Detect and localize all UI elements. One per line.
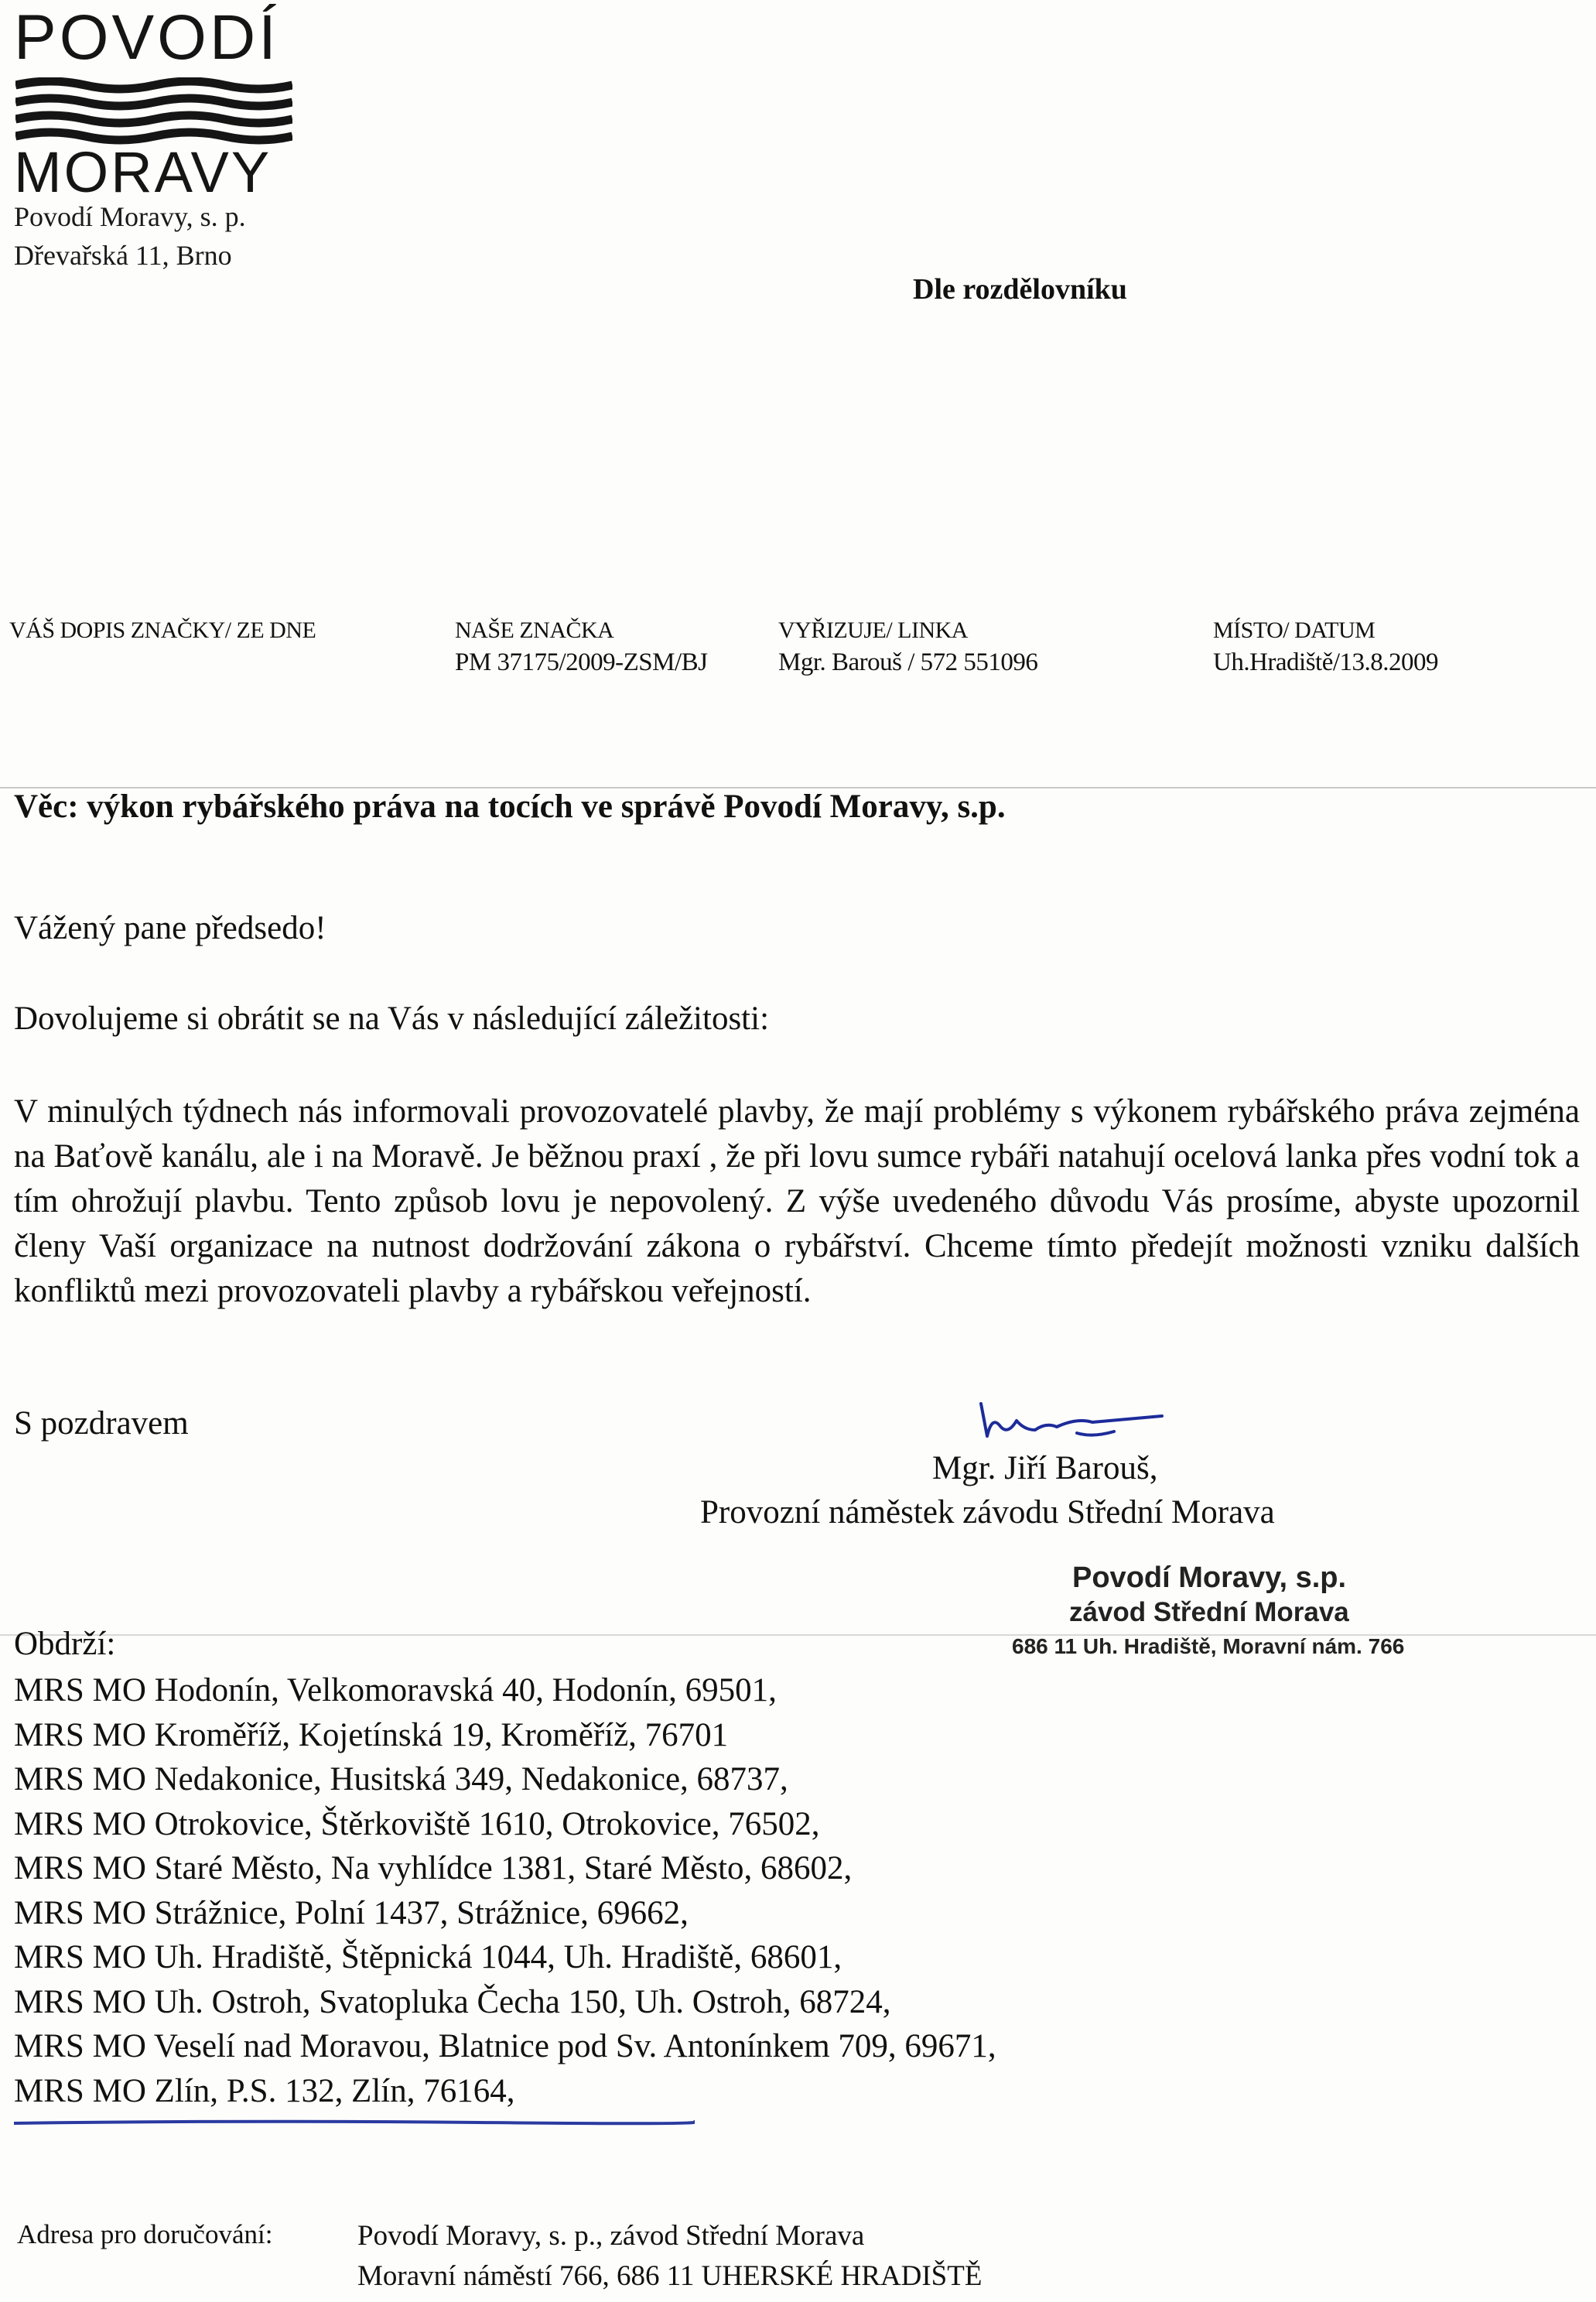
list-item: MRS MO Uh. Ostroh, Svatopluka Čecha 150, Uh. Ostroh, 68724, (14, 1983, 891, 2020)
list-item: MRS MO Uh. Hradiště, Štěpnická 1044, Uh. Hradiště, 68601, (14, 1939, 842, 1975)
signatory-name: Mgr. Jiří Barouš, (932, 1450, 1158, 1486)
stamp-line-3: 686 11 Uh. Hradiště, Moravní nám. 766 (1012, 1634, 1405, 1658)
addressee: Dle rozdělovníku (913, 273, 1127, 306)
list-item: MRS MO Staré Město, Na vyhlídce 1381, Staré Město, 68602, (14, 1850, 853, 1886)
list-item: MRS MO Veselí nad Moravou, Blatnice pod Sv. Antonínkem 709, 69671, (14, 2028, 996, 2064)
signatory-title: Provozní náměstek závodu Střední Morava (700, 1494, 1275, 1531)
handled-by-label: VYŘIZUJE/ LINKA (778, 617, 968, 643)
company-logo (14, 2, 308, 204)
recipients-list (14, 1668, 996, 2113)
list-item: MRS MO Otrokovice, Štěrkoviště 1610, Otrokovice, 76502, (14, 1805, 820, 1842)
list-item: MRS MO Strážnice, Polní 1437, Strážnice, 69662, (14, 1894, 689, 1931)
body-paragraph: V minulých týdnech nás informovali provozovatelé plavby, že mají problémy s výkonem rybářského práva zejména na Baťově kanálu, ale i na Moravě. Je běžnou praxí , že při lovu sumce rybáři natahují ocelová lanka přes vodní tok a tím ohrožují plavbu. Tento způsob lovu je nepovolený. Z výše uvedeného důvodu Vás prosíme, abyste upozornil členy Vaší organizace na nutnost dodržování zákona o rybářství. Chceme tímto předejít možnosti vzniku dalších konfliktů mezi provozovateli plavby a rybářskou veřejností. (14, 1093, 1580, 1309)
logo-word-top: POVODÍ (14, 2, 279, 73)
recipients-heading: Obdrží: (14, 1626, 116, 1662)
list-item: MRS MO Hodonín, Velkomoravská 40, Hodonín, 69501, (14, 1672, 777, 1709)
our-ref-label: NAŠE ZNAČKA (455, 617, 614, 643)
footer-address-line-1: Povodí Moravy, s. p., závod Střední Morava (357, 2220, 865, 2252)
list-item: MRS MO Kroměříž, Kojetínská 19, Kroměříž, 76701 (14, 1716, 729, 1753)
salutation: Vážený pane předsedo! (14, 910, 326, 946)
footer-label: Adresa pro doručování: (17, 2219, 273, 2249)
list-item: MRS MO Nedakonice, Husitská 349, Nedakonice, 68737, (14, 1761, 788, 1797)
handwritten-signature (976, 1399, 1193, 1453)
place-date-label: MÍSTO/ DATUM (1213, 617, 1376, 643)
place-date-value: Uh.Hradiště/13.8.2009 (1213, 648, 1439, 676)
your-letter-label: VÁŠ DOPIS ZNAČKY/ ZE DNE (9, 617, 316, 643)
footer-address-line-2: Moravní náměstí 766, 686 11 UHERSKÉ HRADIŠTĚ (357, 2260, 983, 2292)
sender-name: Povodí Moravy, s. p. (14, 201, 246, 232)
intro-line: Dovolujeme si obrátit se na Vás v následující záležitosti: (14, 1000, 770, 1037)
wave-lines-icon (15, 77, 292, 145)
sender-block (14, 197, 246, 275)
stamp-line-1: Povodí Moravy, s.p. (1072, 1561, 1347, 1594)
logo-word-bottom: MORAVY (14, 140, 272, 204)
blue-underline (14, 2117, 695, 2128)
our-ref-value: PM 37175/2009-ZSM/BJ (455, 648, 708, 676)
sender-address: Dřevařská 11, Brno (14, 240, 232, 271)
list-item: MRS MO Zlín, P.S. 132, Zlín, 76164, (14, 2072, 515, 2109)
closing: S pozdravem (14, 1405, 189, 1442)
handled-by-value: Mgr. Barouš / 572 551096 (778, 648, 1038, 676)
stamp-line-2: závod Střední Morava (1069, 1597, 1349, 1627)
subject-line: Věc: výkon rybářského práva na tocích ve správě Povodí Moravy, s.p. (14, 788, 1006, 825)
